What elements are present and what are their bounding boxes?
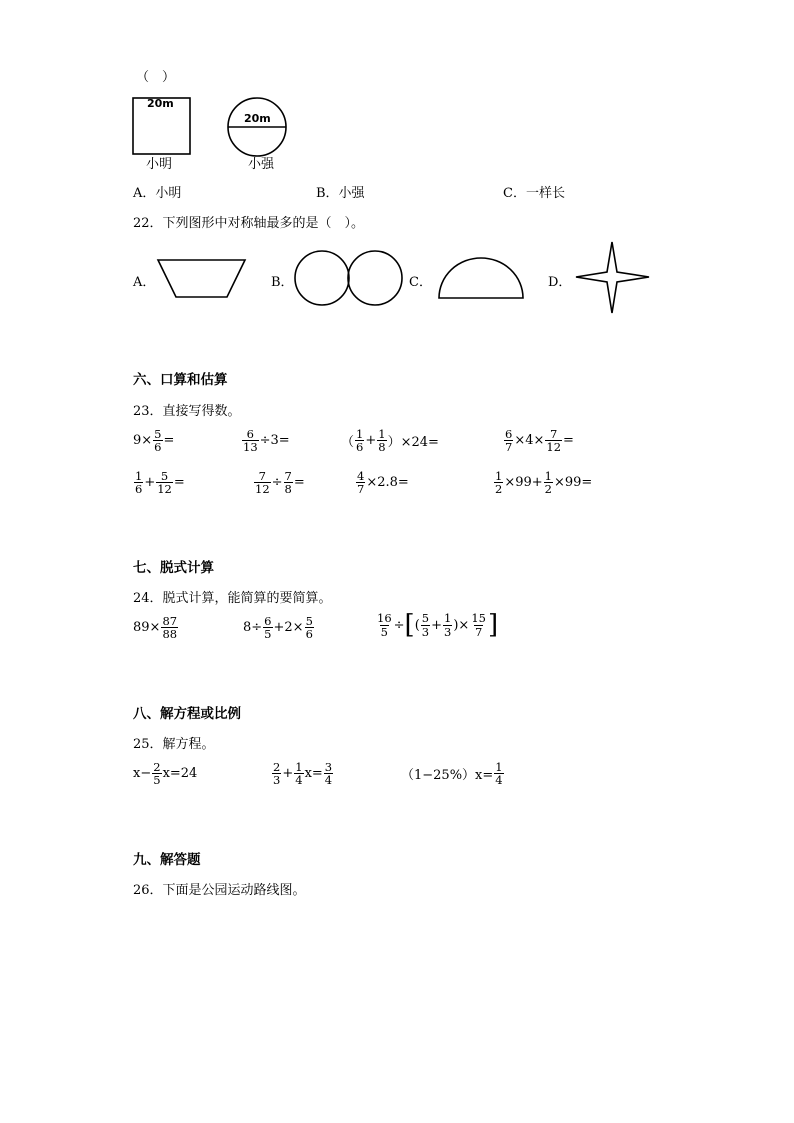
fraction: $\frac{15}{7}$	[471, 611, 486, 639]
expr-text: ÷	[271, 475, 283, 491]
fraction: $\frac{5}{12}$	[157, 469, 172, 497]
fraction: $\frac{6}{5}$	[264, 614, 272, 642]
fraction: $\frac{1}{3}$	[444, 611, 452, 639]
bracket-close: ]	[487, 610, 499, 640]
q22-option-d-label: D．	[548, 275, 572, 290]
expr-text: x=	[304, 766, 323, 782]
expr-text: =	[563, 433, 574, 449]
fraction: $\frac{7}{8}$	[284, 469, 292, 497]
expr-text: )×	[453, 617, 470, 633]
expr-text: ÷3=	[259, 433, 290, 449]
expr-text: x−	[133, 766, 152, 782]
expr-text: +	[144, 475, 156, 491]
q23-expr-5	[133, 470, 185, 495]
fraction: $\frac{7}{12}$	[546, 427, 562, 455]
q22-option-c-label: C．	[409, 275, 432, 290]
trapezoid-figure	[156, 258, 248, 300]
fraction: $\frac{1}{4}$	[495, 760, 503, 788]
expr-text: x=24	[162, 766, 198, 782]
fraction: $\frac{87}{88}$	[162, 614, 178, 642]
expr-text: 9×	[133, 433, 153, 449]
q24-stem: 24．脱式计算，能简算的要简算。	[133, 591, 332, 606]
fraction: $\frac{5}{3}$	[421, 611, 430, 639]
expr-text: +	[282, 766, 294, 782]
q23-expr-3	[341, 428, 439, 453]
fraction: $\frac{3}{4}$	[324, 760, 333, 788]
fraction: $\frac{1}{8}$	[378, 427, 386, 455]
fraction: $\frac{2}{3}$	[273, 760, 281, 788]
expr-text: =	[163, 433, 175, 449]
q24-expr-3	[375, 612, 498, 638]
expr-text: ×99=	[553, 475, 593, 491]
two-circles-figure	[294, 250, 406, 308]
fraction: $\frac{1}{4}$	[295, 760, 303, 788]
q23-expr-6	[253, 470, 305, 495]
expr-text: ）×24=	[387, 435, 439, 451]
square-length-label: 20m	[147, 97, 174, 110]
q26-stem: 26．下面是公园运动路线图。	[133, 883, 306, 898]
q21-option-b: B．小强	[316, 186, 365, 201]
fraction: $\frac{5}{6}$	[154, 427, 162, 455]
fraction: $\frac{2}{5}$	[153, 760, 161, 788]
fraction: $\frac{1}{2}$	[495, 469, 503, 497]
q23-expr-8	[493, 470, 592, 495]
section-6-title: 六、口算和估算	[133, 372, 228, 388]
expr-text: ×2.8=	[366, 475, 409, 491]
section-9-title: 九、解答题	[133, 852, 201, 868]
expr-text: =	[173, 475, 185, 491]
circle-diameter-label: 20m	[244, 112, 271, 125]
expr-text: +	[365, 433, 377, 449]
expr-text: ×4×	[514, 433, 545, 449]
q25-stem: 25．解方程。	[133, 737, 215, 752]
q22-option-a-label: A．	[133, 275, 156, 290]
expr-text: （	[341, 435, 355, 451]
q22-stem: 22．下列图形中对称轴最多的是（ ）。	[133, 216, 365, 231]
fraction: $\frac{7}{12}$	[255, 469, 270, 497]
q25-equation-3	[401, 761, 505, 786]
expr-text: 8÷	[243, 620, 263, 636]
section-7-title: 七、脱式计算	[133, 560, 214, 576]
circle-figure	[226, 97, 290, 161]
expr-text: ÷	[393, 617, 405, 633]
fraction: $\frac{16}{5}$	[377, 611, 392, 639]
q23-expr-1	[133, 428, 174, 453]
fraction: $\frac{6}{13}$	[243, 427, 258, 455]
expr-text: (	[414, 617, 420, 633]
xiaoming-label: 小明	[146, 157, 173, 172]
q21-option-a: A．小明	[133, 186, 182, 201]
fraction: $\frac{4}{7}$	[357, 469, 365, 497]
xiaoqiang-label: 小强	[248, 157, 275, 172]
q24-expr-2	[243, 615, 315, 640]
four-point-star-figure	[574, 240, 652, 316]
section-8-title: 八、解方程或比例	[133, 706, 241, 722]
fraction: $\frac{1}{6}$	[135, 469, 143, 497]
q25-equation-1	[133, 761, 197, 786]
expr-text: +	[431, 617, 443, 633]
q23-expr-4	[503, 428, 574, 453]
expr-text: （1−25%）x=	[401, 768, 494, 784]
fraction: $\frac{1}{6}$	[356, 427, 364, 455]
q23-expr-2	[241, 428, 290, 453]
fraction: $\frac{6}{7}$	[505, 427, 513, 455]
q21-option-c: C．一样长	[503, 186, 565, 201]
expr-text: +2×	[273, 620, 304, 636]
q21-answer-paren: （ ）	[136, 70, 176, 85]
expr-text: ×99+	[504, 475, 543, 491]
q23-stem: 23．直接写得数。	[133, 404, 241, 419]
fraction: $\frac{1}{2}$	[544, 469, 552, 497]
bracket-open: [	[404, 610, 415, 640]
expr-text: =	[293, 475, 305, 491]
expr-text: 89×	[133, 620, 161, 636]
q25-equation-2	[271, 761, 334, 786]
fraction: $\frac{5}{6}$	[305, 614, 313, 642]
semicircle-figure	[437, 256, 525, 300]
q24-expr-1	[133, 615, 179, 640]
q22-option-b-label: B．	[271, 275, 294, 290]
q23-expr-7	[355, 470, 409, 495]
